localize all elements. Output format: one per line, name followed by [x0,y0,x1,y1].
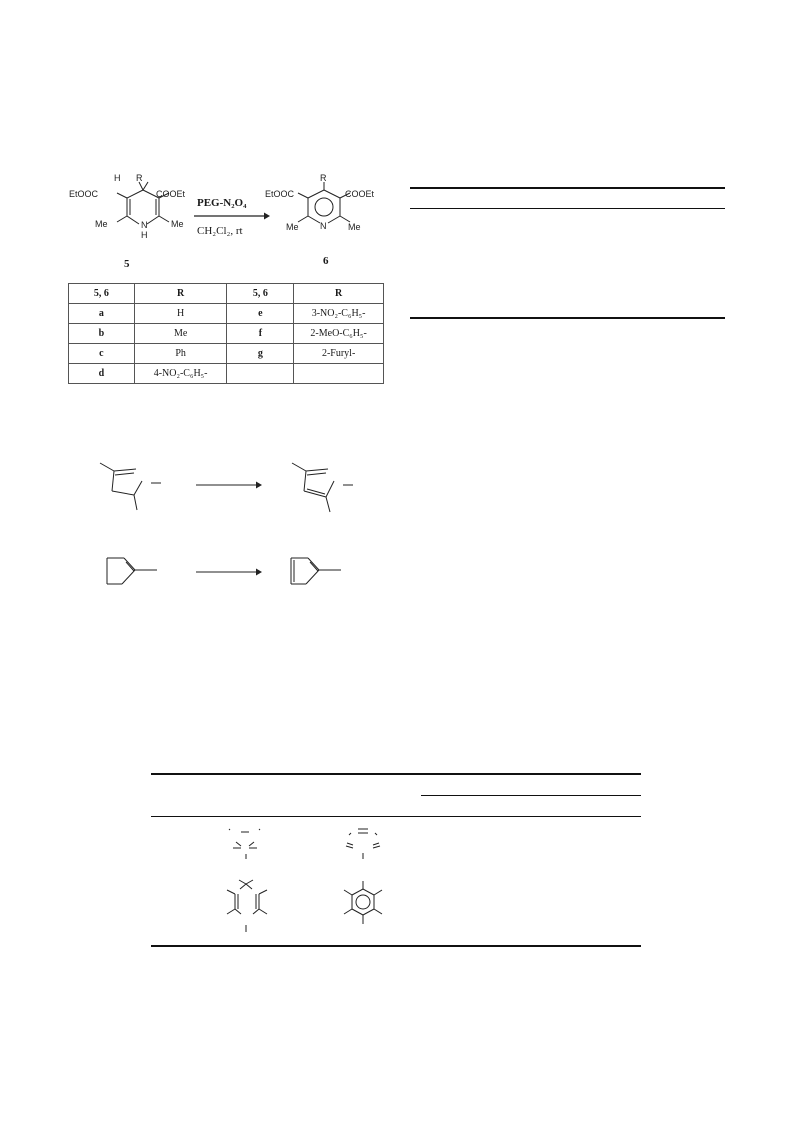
reactant-number: 5 [124,258,130,270]
product-me-left: Me [286,222,299,232]
product-r-label: R [320,173,327,183]
table-cell [227,364,294,384]
reaction-arrow [194,211,270,221]
product-number: 6 [323,255,329,267]
bottom-table-header-rule [151,816,641,817]
reactant-n-label: N [141,220,148,230]
conditions-label: CH₂Cl₂, rt [197,225,243,237]
table-cell: e [227,304,294,324]
bottom-table-top-rule [151,773,641,775]
table-row [69,344,384,364]
table-cell: a [69,304,135,324]
reactant-me-right: Me [171,219,184,229]
substituent-table [68,283,384,384]
table-cell: 3-NO₂-C₆H₅- [294,304,384,324]
reactant-ester-left: EtOOC [69,189,99,199]
bottom-table-structures [215,822,395,942]
table-cell: 2-MeO-C₆H₅- [294,324,384,344]
table-cell: g [227,344,294,364]
header-cell: R [294,284,384,304]
reagent-label: PEG-N₂O₄ [197,197,247,209]
product-me-right: Me [348,222,361,232]
table-cell: Ph [134,344,227,364]
product-ester-right: COOEt [345,189,375,199]
table-cell [294,364,384,384]
right-table-bottom-rule [410,317,725,319]
reactant-h-label: H [114,173,121,183]
reactant-ester-right: COOEt [156,189,186,199]
bottom-table-bottom-rule [151,945,641,947]
table-cell: Me [134,324,227,344]
bottom-table-subheader-rule [421,795,641,796]
table-cell: c [69,344,135,364]
table-cell: 4-NO₂-C₆H₅- [134,364,227,384]
product-n-label: N [320,221,327,231]
right-table-header-rule [410,208,725,209]
reactant-r-label: R [136,173,143,183]
table-cell: 2-Furyl- [294,344,384,364]
table-cell: H [134,304,227,324]
header-cell: R [134,284,227,304]
product-6-structure [272,176,382,248]
table-row [69,324,384,344]
reactant-5-structure [95,176,205,248]
scheme-2-reactions [90,452,370,602]
table-cell: b [69,324,135,344]
table-header-row [69,284,384,304]
header-cell: 5, 6 [227,284,294,304]
table-row [69,364,384,384]
table-cell: f [227,324,294,344]
table-row [69,304,384,324]
reactant-nh-h-label: H [141,230,148,240]
table-cell: d [69,364,135,384]
right-table-top-rule [410,187,725,189]
header-cell: 5, 6 [69,284,135,304]
product-ester-left: EtOOC [265,189,295,199]
reactant-me-left: Me [95,219,108,229]
